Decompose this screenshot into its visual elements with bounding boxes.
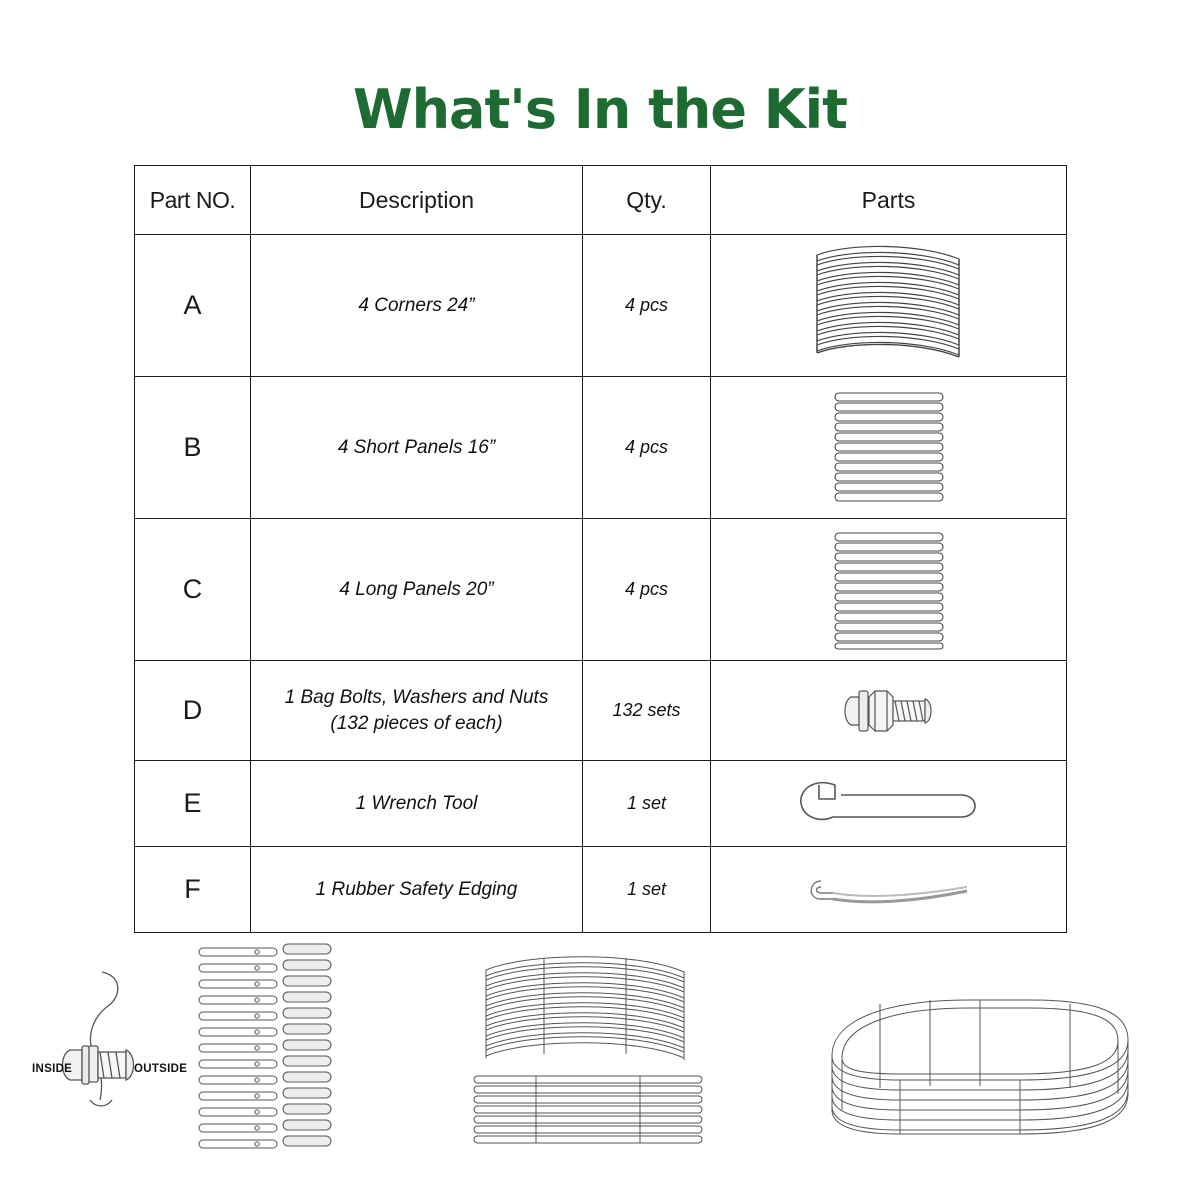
description-cell: 1 Rubber Safety Edging xyxy=(251,847,583,933)
bottom-figures xyxy=(0,940,1200,1200)
short-panels-stack-icon xyxy=(829,385,949,510)
table-row xyxy=(135,377,1067,519)
assembled-raised-garden-bed-icon xyxy=(820,960,1140,1160)
wrench-icon xyxy=(789,773,989,835)
part-no-cell: D xyxy=(135,661,251,761)
part-image-cell xyxy=(711,377,1067,519)
column-header-qty: Qty. xyxy=(583,166,711,235)
qty-cell: 132 sets xyxy=(583,661,711,761)
qty-cell: 4 pcs xyxy=(583,519,711,661)
part-no-cell: E xyxy=(135,761,251,847)
part-image-cell xyxy=(711,235,1067,377)
bolt-washer-nut-icon xyxy=(829,671,949,751)
table-header-row xyxy=(135,166,1067,235)
description-cell: 4 Corners 24” xyxy=(251,235,583,377)
bolt-diagram-figure xyxy=(30,950,195,1145)
part-no-cell: F xyxy=(135,847,251,933)
column-header-description: Description xyxy=(251,166,583,235)
column-header-part-no: Part NO. xyxy=(135,166,251,235)
part-no-cell: C xyxy=(135,519,251,661)
corner-panels-stack-icon xyxy=(809,241,969,371)
column-header-parts: Parts xyxy=(711,166,1067,235)
kit-parts-table xyxy=(134,165,1067,933)
qty-cell: 4 pcs xyxy=(583,235,711,377)
qty-cell: 4 pcs xyxy=(583,377,711,519)
part-no-cell: B xyxy=(135,377,251,519)
hardware-rows-figure xyxy=(195,940,335,1160)
table-row xyxy=(135,661,1067,761)
table-row xyxy=(135,235,1067,377)
description-cell: 4 Short Panels 16” xyxy=(251,377,583,519)
description-line-1: 1 Bag Bolts, Washers and Nuts xyxy=(284,686,549,708)
qty-cell: 1 set xyxy=(583,847,711,933)
label-inside: INSIDE xyxy=(32,1063,73,1075)
rubber-edging-icon xyxy=(799,861,979,919)
description-cell: 4 Long Panels 20” xyxy=(251,519,583,661)
page-title: What's In the Kit xyxy=(353,78,847,141)
bolts-and-nuts-rows-icon xyxy=(195,940,335,1155)
assembled-bed-figure xyxy=(820,960,1140,1165)
label-outside: OUTSIDE xyxy=(134,1063,188,1075)
long-panels-stack-icon xyxy=(829,527,949,652)
bolt-assembly-diagram-icon xyxy=(30,950,195,1140)
table-row xyxy=(135,761,1067,847)
description-cell: 1 Wrench Tool xyxy=(251,761,583,847)
part-image-cell xyxy=(711,661,1067,761)
table-row xyxy=(135,847,1067,933)
description-cell xyxy=(251,661,583,761)
description-line-2: (132 pieces of each) xyxy=(330,712,503,734)
part-image-cell xyxy=(711,847,1067,933)
qty-cell: 1 set xyxy=(583,761,711,847)
table-row xyxy=(135,519,1067,661)
panel-stacks-figure xyxy=(470,950,720,1155)
part-no-cell: A xyxy=(135,235,251,377)
curved-and-straight-panel-stacks-icon xyxy=(470,950,720,1150)
part-image-cell xyxy=(711,519,1067,661)
part-image-cell xyxy=(711,761,1067,847)
